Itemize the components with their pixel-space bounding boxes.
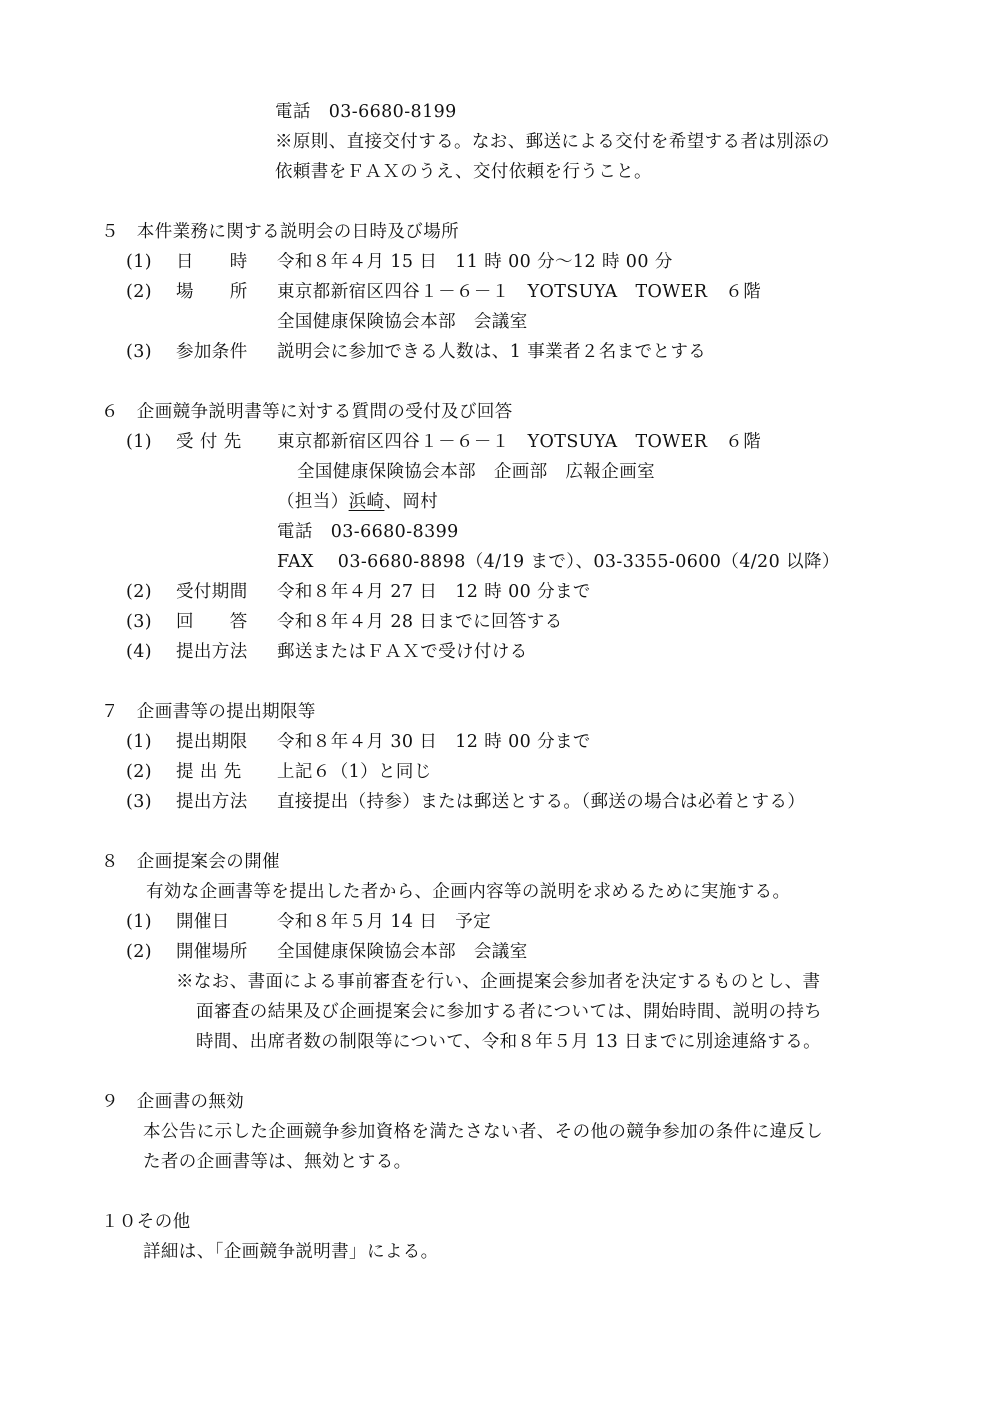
s6-r2-label: 受付期間 (176, 582, 248, 602)
s6-r1-label: 受 付 先 (176, 432, 242, 452)
s5-item1-value: 令和８年４月 15 日 11 時 00 分～12 時 00 分 (277, 252, 673, 272)
s6-r4-value: 郵送またはＦＡＸで受け付ける (277, 642, 528, 662)
s7-r1-num: (1) (126, 732, 152, 752)
s6-r2-num: (2) (126, 582, 152, 602)
s5-item2-value: 東京都新宿区四谷１－６－１ YOTSUYA TOWER ６階 (277, 282, 762, 302)
s7-r2-value: 上記６（1）と同じ (277, 762, 432, 782)
s8-r1-label: 開催日 (176, 912, 230, 932)
s6-r3-num: (3) (126, 612, 152, 632)
s8-intro: 有効な企画書等を提出した者から、企画内容等の説明を求めるために実施する。 (146, 882, 791, 902)
s6-contact-suffix: 、岡村 (384, 492, 439, 512)
s5-item1-num: (1) (126, 252, 152, 272)
s5-item3-label: 参加条件 (176, 342, 248, 362)
s6-r1-num: (1) (126, 432, 152, 452)
s7-r1-label: 提出期限 (176, 732, 248, 752)
section-9-heading: ９ 企画書の無効 (101, 1092, 245, 1112)
s8-r2-label: 開催場所 (176, 942, 248, 962)
s8-note-line2: 面審査の結果及び企画提案会に参加する者については、開始時間、説明の持ち (196, 1002, 823, 1022)
s6-r1-line3 (277, 491, 438, 513)
section-5-heading: ５ 本件業務に関する説明会の日時及び場所 (101, 222, 459, 242)
section-8-heading: ８ 企画提案会の開催 (101, 852, 280, 872)
section-10-heading: １０その他 (101, 1212, 191, 1232)
s5-item2-label: 場 所 (176, 282, 248, 302)
s5-item3-num: (3) (126, 342, 152, 362)
s6-r3-value: 令和８年４月 28 日までに回答する (277, 612, 563, 632)
s10-body: 詳細は、「企画競争説明書」による。 (143, 1242, 439, 1262)
s6-r2-value: 令和８年４月 27 日 12 時 00 分まで (277, 582, 591, 602)
s8-r1-num: (1) (126, 912, 152, 932)
s7-r3-num: (3) (126, 792, 152, 812)
s9-body-line2: た者の企画書等は、無効とする。 (143, 1152, 412, 1172)
s5-item1-label: 日 時 (176, 252, 248, 272)
s7-r2-label: 提 出 先 (176, 762, 242, 782)
s6-r4-label: 提出方法 (176, 642, 248, 662)
delivery-note-line2: 依頼書をＦＡＸのうえ、交付依頼を行うこと。 (275, 162, 652, 182)
s8-r2-num: (2) (126, 942, 152, 962)
s5-item3-value: 説明会に参加できる人数は、1 事業者２名までとする (277, 342, 707, 362)
s5-item2-value-line2: 全国健康保険協会本部 会議室 (277, 312, 528, 332)
s9-body-line1: 本公告に示した企画競争参加資格を満たさない者、その他の競争参加の条件に違反し (143, 1122, 824, 1142)
s6-contact-underlined: 浜崎 (348, 492, 385, 512)
s6-r1-tel: 電話 03-6680-8399 (277, 522, 459, 542)
s7-r2-num: (2) (126, 762, 152, 782)
s6-r1-line2: 全国健康保険協会本部 企画部 広報企画室 (297, 462, 655, 482)
s6-r1-value: 東京都新宿区四谷１－６－１ YOTSUYA TOWER ６階 (277, 432, 762, 452)
section-6-heading: ６ 企画競争説明書等に対する質問の受付及び回答 (101, 402, 513, 422)
s6-r1-fax: FAX 03-6680-8898（4/19 まで）、03-3355-0600（4/20 以降） (277, 552, 840, 572)
s8-note-line3: 時間、出席者数の制限等について、令和８年５月 13 日までに別途連絡する。 (196, 1032, 821, 1052)
s8-note-line1: ※なお、書面による事前審査を行い、企画提案会参加者を決定するものとし、書 (176, 972, 821, 992)
delivery-note-line1: ※原則、直接交付する。なお、郵送による交付を希望する者は別添の (275, 132, 830, 152)
section-7-heading: ７ 企画書等の提出期限等 (101, 702, 316, 722)
s8-r1-value: 令和８年５月 14 日 予定 (277, 912, 491, 932)
s7-r3-value: 直接提出（持参）または郵送とする。（郵送の場合は必着とする） (277, 792, 806, 812)
s5-item2-num: (2) (126, 282, 152, 302)
s7-r1-value: 令和８年４月 30 日 12 時 00 分まで (277, 732, 591, 752)
s6-r4-num: (4) (126, 642, 152, 662)
s6-contact-prefix: （担当） (277, 492, 349, 512)
s6-r3-label: 回 答 (176, 612, 248, 632)
tel-line: 電話 03-6680-8199 (275, 102, 457, 122)
s8-r2-value: 全国健康保険協会本部 会議室 (277, 942, 528, 962)
s7-r3-label: 提出方法 (176, 792, 248, 812)
